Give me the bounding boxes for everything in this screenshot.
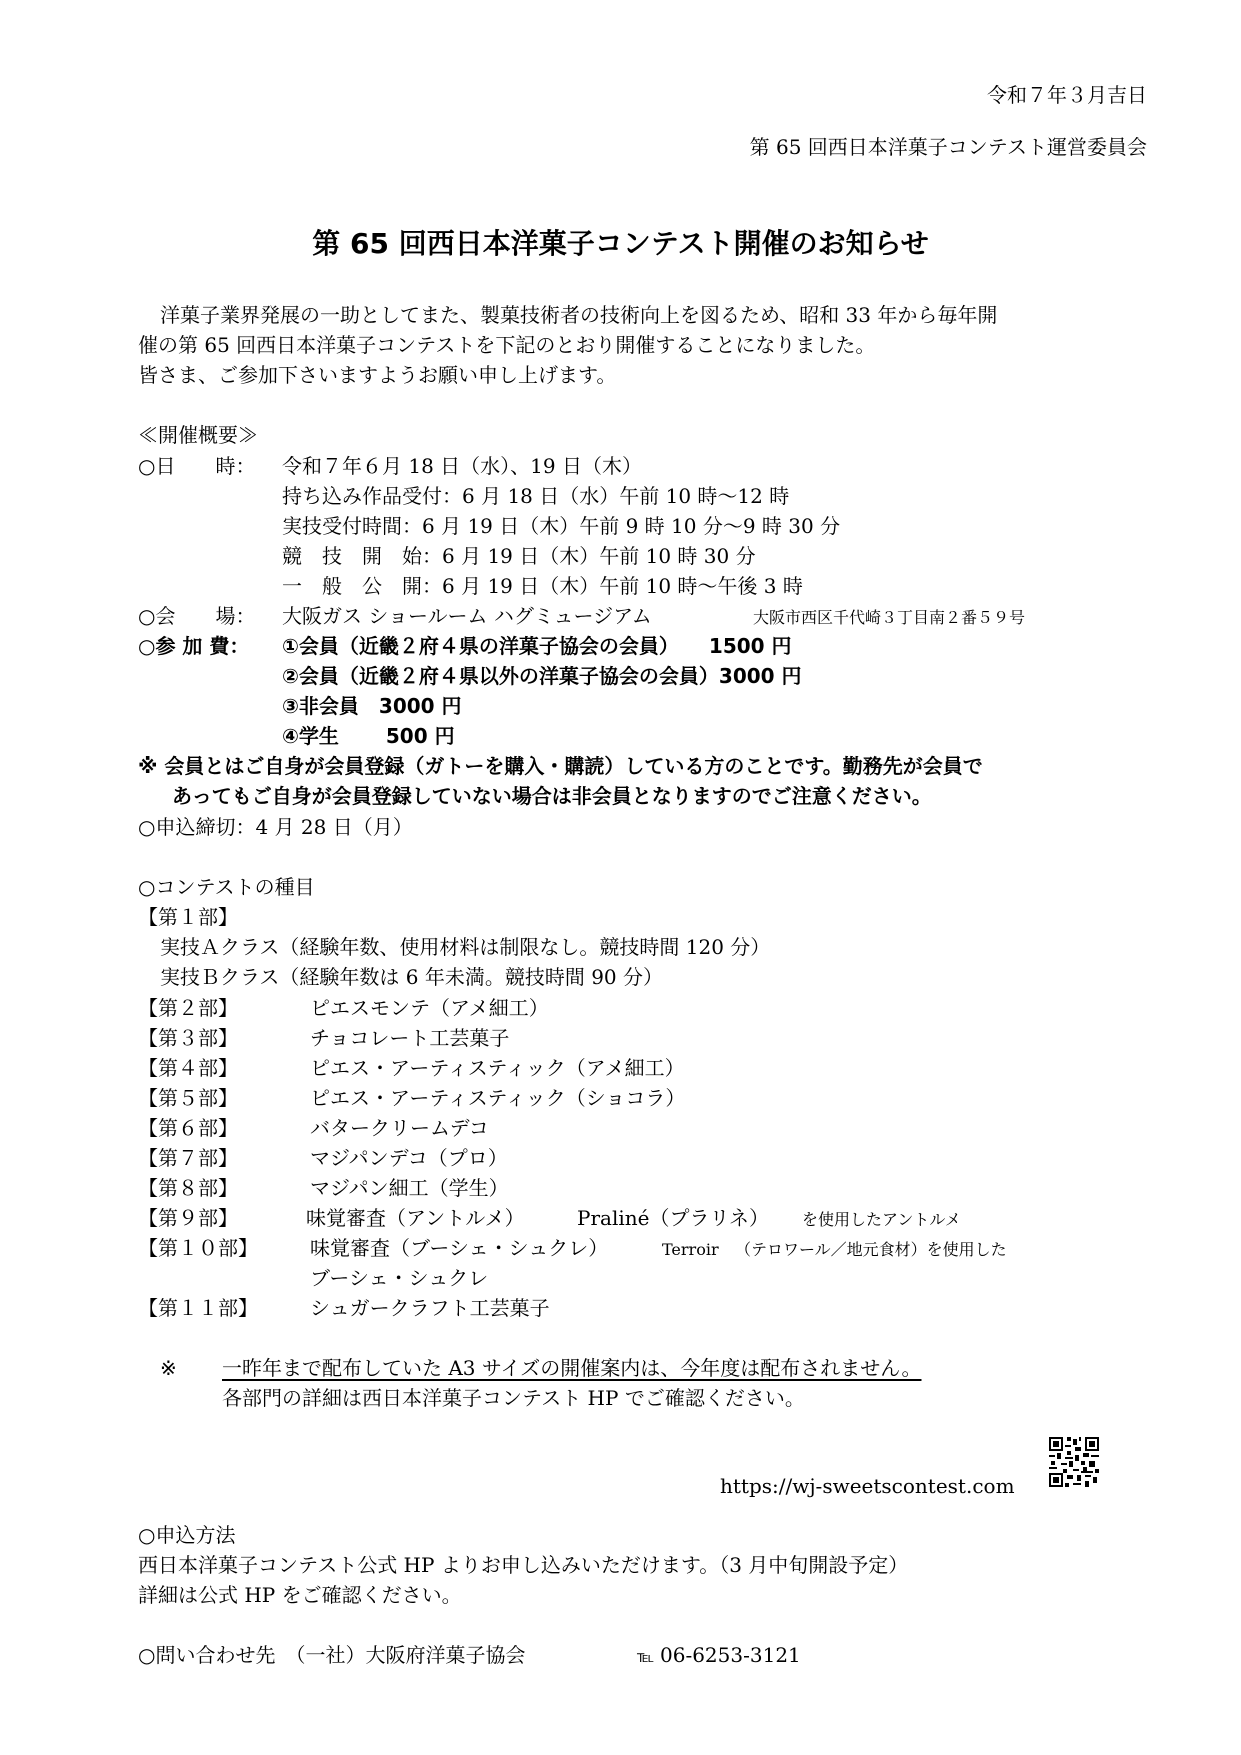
application-line-1: 西日本洋菓子コンテスト公式 HP よりお申し込みいただけます。（3 月中旬開設予定） [138,1553,909,1577]
application-line-2: 詳細は公式 HP をご確認ください。 [138,1583,462,1607]
date-label: ○日 時： [138,454,256,478]
page-title: 第 65 回西日本洋菓子コンテスト開催のお知らせ [312,227,929,260]
schedule-item: 持ち込み作品受付：6 月 18 日（水）午前 10 時～12 時 [282,484,790,508]
notice-line-2: 各部門の詳細は西日本洋菓子コンテスト HP でご確認ください。 [222,1386,805,1410]
category-part10-line-2: ブーシェ・シュクレ [310,1266,489,1290]
overview-heading: ≪開催概要≫ [138,423,258,447]
category-name: シュガークラフト工芸菓子 [310,1296,550,1320]
category-label: 【第２部】 [138,996,238,1020]
fee-label: ○参 加 費： [138,634,250,658]
venue-label: ○会 場： [138,604,256,628]
qr-code-icon [1049,1437,1099,1487]
category-name: バタークリームデコ [310,1116,489,1140]
fee-item: ②会員（近畿２府４県以外の洋菓子協会の会員）3000 円 [282,664,802,688]
category-label: 【第６部】 [138,1116,238,1140]
category-part10-b: Terroir [662,1240,719,1259]
category-label: 【第８部】 [138,1176,238,1200]
category-name: マジパン細工（学生） [310,1176,509,1200]
category-label: 【第１部】 [138,905,238,929]
notice-mark: ※ [160,1356,177,1380]
category-name: ピエスモンテ（アメ細工） [310,996,549,1020]
category-name: ピエス・アーティスティック（ショコラ） [310,1086,686,1110]
notice-line-1: 一昨年まで配布していた A3 サイズの開催案内は、今年度は配布されません。 [222,1356,922,1380]
venue-name: 大阪ガス ショールーム ハグミュージアム [282,604,652,628]
schedule-item: 競 技 開 始：6 月 19 日（木）午前 10 時 30 分 [282,544,756,568]
fee-item: ④学生 500 円 [282,724,455,748]
category-part1-a: 実技Ａクラス（経験年数、使用材料は制限なし。競技時間 120 分） [160,935,771,959]
intro-line-1: 洋菓子業界発展の一助としてまた、製菓技術者の技術向上を図るため、昭和 33 年から毎年開 [160,303,998,327]
issue-date: 令和７年３月吉日 [987,83,1147,107]
category-label: 【第１０部】 [138,1236,258,1260]
category-label: 【第１１部】 [138,1296,258,1320]
category-label: 【第９部】 [138,1206,238,1230]
member-note-line-1: ※ 会員とはご自身が会員登録（ガトーを購入・購読）している方のことです。勤務先が会員で [138,754,983,778]
intro-line-3: 皆さま、ご参加下さいますようお願い申し上げます。 [138,363,617,387]
category-part9-a: 味覚審査（アントルメ） [306,1206,525,1230]
category-label: 【第４部】 [138,1056,238,1080]
category-label: 【第５部】 [138,1086,238,1110]
issuer-name: 第 65 回西日本洋菓子コンテスト運営委員会 [749,135,1147,159]
schedule-item: 実技受付時間：6 月 19 日（木）午前 9 時 10 分～9 時 30 分 [282,514,841,538]
fee-item: ③非会員 3000 円 [282,694,462,718]
schedule-item: 一 般 公 開：6 月 19 日（木）午前 10 時～午後 3 時 [282,574,803,598]
venue-address: 大阪市西区千代崎３丁目南２番５９号 [753,608,1026,627]
category-name: ピエス・アーティスティック（アメ細工） [310,1056,685,1080]
category-label: 【第７部】 [138,1146,238,1170]
category-label: 【第３部】 [138,1026,238,1050]
category-part10-c: （テロワール／地元食材）を使用した [735,1240,1007,1259]
intro-line-2: 催の第 65 回西日本洋菓子コンテストを下記のとおり開催することになりました。 [138,333,876,357]
contact-label: ○問い合わせ先 （一社）大阪府洋菓子協会 [138,1643,526,1667]
application-heading: ○申込方法 [138,1523,236,1547]
category-part1-b: 実技Ｂクラス（経験年数は 6 年未満。競技時間 90 分） [160,965,664,989]
category-name: マジパンデコ（プロ） [310,1146,508,1170]
fee-item: ①会員（近畿２府４県の洋菓子協会の会員） 1500 円 [282,634,792,658]
category-part9-b: Praliné（プラリネ） [577,1206,770,1230]
categories-heading: ○コンテストの種目 [138,875,315,899]
category-name: チョコレート工芸菓子 [310,1026,510,1050]
member-note-line-2: あってもご自身が会員登録していない場合は非会員となりますのでご注意ください。 [172,784,932,808]
contact-tel: 06-6253-3121 [660,1643,801,1667]
tel-icon: ℡ [637,1647,655,1666]
deadline: ○申込締切：4 月 28 日（月） [138,815,413,839]
category-part9-c: を使用したアントルメ [802,1210,961,1229]
category-part10-a: 味覚審査（ブーシェ・シュクレ） [310,1236,609,1260]
contest-url-link[interactable]: https://wj-sweetscontest.com [720,1474,1015,1498]
date-value: 令和７年６月 18 日（水）、19 日（木） [282,454,642,478]
